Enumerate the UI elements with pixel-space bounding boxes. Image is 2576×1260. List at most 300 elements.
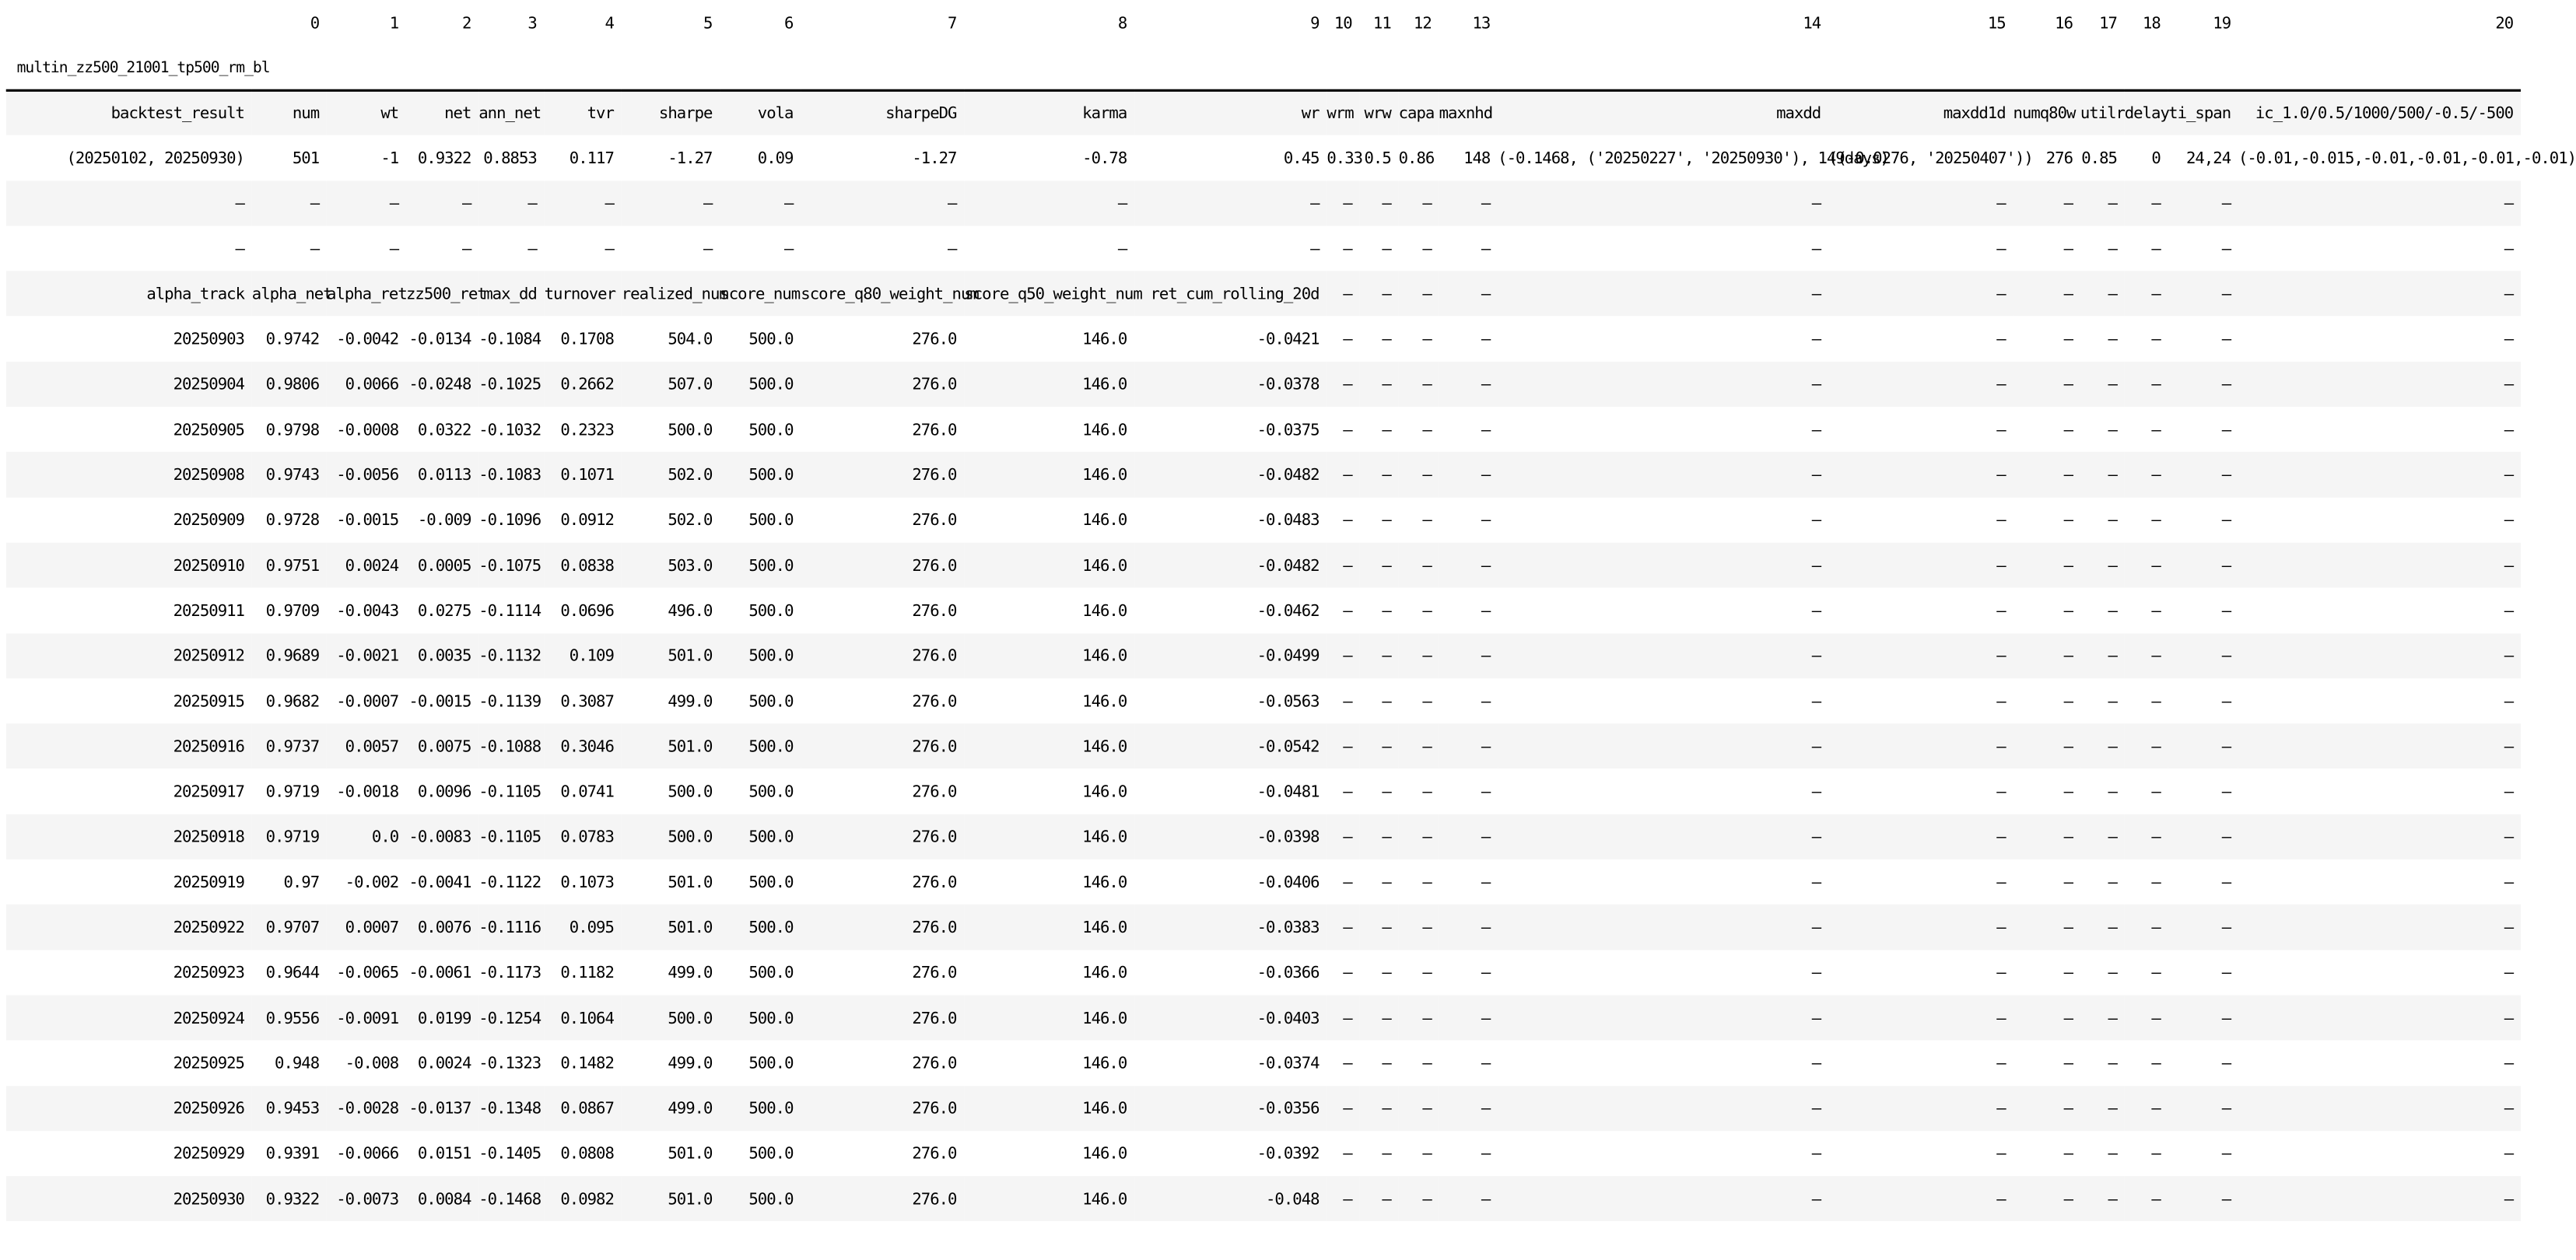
table-cell: 507.0 [668,375,713,394]
table-cell: — [703,194,713,213]
table-cell: — [1343,782,1352,801]
table-cell: — [1343,555,1352,575]
table-cell: — [1382,782,1391,801]
table-cell: — [1811,239,1821,258]
table-cell: — [310,194,320,213]
table-cell: numq80w [2013,103,2076,123]
column-number-header: 12 [1413,13,1432,33]
row-index-cell: 20250924 [173,1008,244,1027]
table-cell: 146.0 [1082,782,1127,801]
table-cell: 0.0084 [417,1189,471,1209]
table-cell: — [1343,1099,1352,1118]
table-cell: -0.1096 [478,510,541,530]
table-cell: 500.0 [748,420,794,439]
table-cell: — [1422,555,1432,575]
table-cell: 0.0912 [560,510,614,530]
dataframe-table [6,0,2576,1221]
table-cell: — [1811,1099,1821,1118]
table-cell: 0.0783 [560,828,614,846]
table-cell: 146.0 [1082,691,1127,711]
table-cell: -0.1132 [478,646,541,665]
table-cell: 24,24 [2186,149,2231,167]
table-cell: -0.008 [345,1053,399,1073]
table-row [6,543,2521,588]
table-cell: 276.0 [912,601,957,620]
table-cell: -0.0137 [408,1099,471,1118]
table-cell: — [527,239,537,258]
table-cell: 499.0 [668,691,713,711]
table-cell: — [389,194,399,213]
table-cell: 0.0199 [417,1008,471,1027]
table-cell: 276.0 [912,963,957,982]
table-cell: — [1382,465,1391,485]
table-cell: — [1811,1008,1821,1027]
table-cell: — [2063,601,2073,620]
table-cell: -1.27 [668,149,713,167]
table-cell: 0.0151 [417,1144,471,1163]
table-cell: — [1422,782,1432,801]
table-row [6,271,2521,317]
table-cell: -0.0375 [1256,420,1320,439]
table-cell: — [1422,330,1432,348]
table-cell: — [1343,691,1352,711]
table-cell: — [2221,1099,2231,1118]
table-cell: 276.0 [912,873,957,891]
table-cell: -0.1468 [478,1189,541,1209]
table-cell: — [2151,465,2161,485]
table-cell: 500.0 [748,1053,794,1073]
table-cell: — [2108,601,2117,620]
table-cell: 500.0 [748,375,794,394]
table-cell: 148 [1463,149,1491,167]
row-index-cell: 20250926 [173,1099,244,1118]
row-index-cell: 20250915 [173,691,244,711]
table-cell: — [1481,737,1491,756]
table-row [6,180,2521,226]
table-cell: 0.0075 [417,737,471,756]
table-cell: — [2221,1008,2231,1027]
table-cell: — [2108,646,2117,665]
table-cell: — [1811,646,1821,665]
table-cell: 276.0 [912,375,957,394]
table-cell: — [1481,963,1491,982]
column-number-header: 14 [1803,13,1821,33]
table-cell: 500.0 [748,555,794,575]
table-cell: — [2063,1144,2073,1163]
table-cell: — [2221,691,2231,711]
table-cell: -1.27 [912,149,957,167]
table-cell: 0.9743 [265,465,320,485]
table-cell: — [2108,828,2117,846]
table-cell: — [2151,737,2161,756]
table-cell: — [2504,555,2514,575]
table-cell: 0.0076 [417,918,471,936]
table-cell: — [2151,194,2161,213]
table-cell: — [2151,918,2161,936]
table-cell: 0.86 [1398,149,1435,167]
table-cell: — [1481,1053,1491,1073]
column-number-header: 3 [527,13,537,33]
table-cell: — [2504,963,2514,982]
table-cell: — [2108,239,2117,258]
column-number-header: 20 [2495,13,2514,33]
table-cell: — [1996,239,2006,258]
table-cell: — [2504,1008,2514,1027]
table-cell: — [1382,420,1391,439]
table-cell: 146.0 [1082,420,1127,439]
table-cell: — [2063,420,2073,439]
table-cell: 0.5 [1364,149,1391,167]
table-cell: — [1422,1053,1432,1073]
table-cell: 276.0 [912,691,957,711]
table-cell: — [1343,1008,1352,1027]
table-cell: max_dd [483,284,537,303]
table-row [6,723,2521,768]
table-cell: — [1422,1099,1432,1118]
table-cell: — [1481,691,1491,711]
table-cell: — [2108,510,2117,530]
table-cell: 0.1708 [560,330,614,348]
table-cell: — [2108,737,2117,756]
table-cell: -0.0563 [1256,691,1320,711]
table-cell: -0.0356 [1256,1099,1320,1118]
table-cell: 500.0 [748,691,794,711]
table-cell: — [1811,1144,1821,1163]
table-cell: — [1811,918,1821,936]
table-cell: — [2151,828,2161,846]
row-index-cell: 20250916 [173,737,244,756]
table-cell: 0.9719 [265,782,320,801]
table-cell: 500.0 [748,510,794,530]
table-cell: 0.9644 [265,963,320,982]
table-cell: — [1996,691,2006,711]
table-cell: 0.0007 [345,918,399,936]
table-cell: — [1811,420,1821,439]
table-cell: — [2151,375,2161,394]
table-cell: -0.0007 [336,691,399,711]
table-cell: — [1996,555,2006,575]
table-cell: -0.78 [1082,149,1127,167]
table-cell: — [2504,1189,2514,1209]
table-cell: — [1811,330,1821,348]
row-index-cell: 20250903 [173,330,244,348]
table-cell: — [2108,1008,2117,1027]
table-cell: num [292,103,320,123]
table-cell: 500.0 [668,782,713,801]
table-cell: — [2504,375,2514,394]
table-cell: — [2063,1189,2073,1209]
table-cell: — [1422,1189,1432,1209]
table-cell: — [1343,375,1352,394]
table-cell: 0.0035 [417,646,471,665]
table-cell: -0.1254 [478,1008,541,1027]
table-cell: -0.0392 [1256,1144,1320,1163]
table-cell: -0.0366 [1256,963,1320,982]
table-cell: 276.0 [912,555,957,575]
table-cell: — [1996,420,2006,439]
table-cell: — [2504,465,2514,485]
table-cell: 276.0 [912,1008,957,1027]
table-cell: — [1382,284,1391,303]
table-cell: — [2063,194,2073,213]
row-index-cell: — [235,239,244,258]
table-cell: -0.0481 [1256,782,1320,801]
table-cell: — [1811,601,1821,620]
table-cell: — [1343,828,1352,846]
table-cell: 0.9453 [265,1099,320,1118]
table-cell: — [1481,330,1491,348]
table-cell: 0.0096 [417,782,471,801]
table-cell: 276.0 [912,737,957,756]
table-cell: 0.0275 [417,601,471,620]
row-index-cell: — [235,194,244,213]
table-cell: — [310,239,320,258]
table-cell: -0.1025 [478,375,541,394]
table-cell: ti_span [2168,103,2231,123]
table-cell: maxnhd [1439,103,1493,123]
row-index-cell: 20250910 [173,555,244,575]
table-cell: 0.8853 [483,149,537,167]
table-cell: (-0.1468, ('20250227', '20250930'), 149days) [1498,149,1889,167]
row-index-cell: 20250909 [173,510,244,530]
table-cell: — [2504,1099,2514,1118]
table-cell: — [2504,1053,2514,1073]
table-cell: — [2221,963,2231,982]
table-cell: — [1117,239,1127,258]
table-cell: — [2063,510,2073,530]
table-cell: — [2063,284,2073,303]
table-cell: 496.0 [668,601,713,620]
table-cell: — [2151,1189,2161,1209]
table-cell: 0.3087 [560,691,614,711]
table-cell: — [1811,375,1821,394]
table-cell: — [2151,873,2161,891]
table-cell: 146.0 [1082,646,1127,665]
table-cell: — [461,239,471,258]
table-cell: 0.45 [1283,149,1320,167]
table-cell: — [1382,555,1391,575]
column-number-header: 1 [389,13,399,33]
table-cell: — [948,239,957,258]
table-cell: 276 [2045,149,2073,167]
table-cell: -0.0482 [1256,555,1320,575]
table-cell: — [2504,420,2514,439]
table-cell: 276.0 [912,1099,957,1118]
table-cell: 0.0 [371,828,399,846]
table-cell: ret_cum_rolling_20d [1150,284,1320,303]
index-name-row [6,46,2521,90]
table-cell: tvr [587,103,614,123]
table-cell: 0.9322 [265,1189,320,1209]
table-cell: — [1422,510,1432,530]
column-number-header: 16 [2055,13,2073,33]
table-cell: 0.9707 [265,918,320,936]
table-cell: — [2221,873,2231,891]
row-index-cell: 20250919 [173,873,244,891]
table-cell: -0.0383 [1256,918,1320,936]
table-cell: — [2063,1099,2073,1118]
table-cell: -0.0374 [1256,1053,1320,1073]
table-cell: 0.0113 [417,465,471,485]
table-cell: sharpe [658,103,713,123]
row-index-cell: 20250905 [173,420,244,439]
table-cell: 146.0 [1082,828,1127,846]
table-cell: — [2108,330,2117,348]
table-cell: 146.0 [1082,1189,1127,1209]
table-cell: — [2221,918,2231,936]
table-cell: — [1422,420,1432,439]
table-cell: maxdd1d [1943,103,2006,123]
column-number-header-row [6,0,2521,46]
table-cell: — [1996,1053,2006,1073]
table-cell: — [2221,239,2231,258]
table-cell: -0.0482 [1256,465,1320,485]
table-cell: — [2151,1144,2161,1163]
table-cell: — [1382,918,1391,936]
table-cell: -0.0066 [336,1144,399,1163]
table-cell: — [1343,646,1352,665]
table-cell: — [1422,375,1432,394]
table-cell: — [1481,782,1491,801]
table-cell: — [2063,1053,2073,1073]
table-cell: — [784,194,794,213]
table-cell: — [2221,330,2231,348]
table-cell: — [2063,330,2073,348]
table-cell: ic_1.0/0.5/1000/500/-0.5/-500 [2255,103,2514,123]
table-cell: — [1343,284,1352,303]
table-cell: — [1996,375,2006,394]
table-cell: net [444,103,471,123]
table-cell: -0.0542 [1256,737,1320,756]
table-cell: — [1382,1144,1391,1163]
table-cell: — [1343,737,1352,756]
table-cell: — [461,194,471,213]
table-cell: — [1481,194,1491,213]
table-cell: -0.1114 [478,601,541,620]
table-cell: 276.0 [912,782,957,801]
table-cell: -0.0043 [336,601,399,620]
table-cell: realized_num [621,284,728,303]
table-cell: — [2504,284,2514,303]
table-cell: — [2221,1144,2231,1163]
table-cell: — [1422,963,1432,982]
table-cell: -0.1116 [478,918,541,936]
table-cell: 276.0 [912,1144,957,1163]
table-cell: — [1422,194,1432,213]
table-row [6,995,2521,1040]
table-row [6,1086,2521,1131]
table-cell: — [2504,691,2514,711]
table-cell: 500.0 [748,601,794,620]
table-cell: — [1811,1189,1821,1209]
table-cell: — [2504,873,2514,891]
table-row [6,407,2521,452]
table-cell: 0.109 [569,646,614,665]
table-cell: — [1996,782,2006,801]
table-cell: 0.117 [569,149,614,167]
table-cell: 146.0 [1082,873,1127,891]
table-cell: — [2151,1008,2161,1027]
column-number-header: 19 [2213,13,2231,33]
table-cell: -0.1122 [478,873,541,891]
table-cell: — [1996,1008,2006,1027]
table-cell: — [2063,828,2073,846]
table-cell: — [2504,194,2514,213]
table-cell: — [2108,1053,2117,1073]
table-cell: — [2221,782,2231,801]
table-cell: — [1422,691,1432,711]
table-cell: -0.0083 [408,828,471,846]
table-cell: — [2063,737,2073,756]
table-cell: — [2151,601,2161,620]
table-cell: -0.0421 [1256,330,1320,348]
table-cell: — [2221,510,2231,530]
table-row [6,1176,2521,1221]
table-cell: -0.0015 [336,510,399,530]
table-cell: — [605,194,614,213]
table-cell: — [2108,465,2117,485]
table-cell: — [2108,555,2117,575]
table-cell: maxdd [1776,103,1821,123]
table-cell: — [1422,828,1432,846]
table-cell: utilr [2080,103,2125,123]
row-index-cell: 20250917 [173,782,244,801]
table-row [6,859,2521,905]
table-cell: 500.0 [748,873,794,891]
table-row [6,317,2521,362]
table-cell: — [2108,963,2117,982]
row-index-cell: 20250904 [173,375,244,394]
table-cell: wrw [1364,103,1391,123]
table-cell: — [1481,828,1491,846]
table-cell: 500.0 [748,465,794,485]
table-cell: — [1996,330,2006,348]
table-cell: — [2504,782,2514,801]
table-cell: 0.9806 [265,375,320,394]
table-cell: 501.0 [668,1144,713,1163]
table-cell: 276.0 [912,828,957,846]
table-cell: 0.9742 [265,330,320,348]
table-cell: -0.0041 [408,873,471,891]
table-cell: 0.9728 [265,510,320,530]
table-cell: — [2504,239,2514,258]
table-cell: -0.1405 [478,1144,541,1163]
row-index-cell: alpha_track [146,284,244,303]
table-cell: 0.9798 [265,420,320,439]
table-cell: -0.1348 [478,1099,541,1118]
table-cell: — [2108,420,2117,439]
table-cell: 500.0 [748,828,794,846]
table-cell: — [2504,646,2514,665]
table-cell: — [1481,1099,1491,1118]
table-cell: 276.0 [912,1053,957,1073]
table-cell: — [1481,555,1491,575]
column-number-header: 13 [1472,13,1491,33]
table-cell: 500.0 [748,1144,794,1163]
table-cell: alpha_net [251,284,332,303]
table-cell: — [1343,601,1352,620]
table-cell: — [2063,691,2073,711]
table-cell: 0.0057 [345,737,399,756]
table-cell: — [1382,239,1391,258]
table-cell: — [1382,1099,1391,1118]
table-cell: — [1481,601,1491,620]
table-cell: — [2151,330,2161,348]
table-cell: — [1382,828,1391,846]
table-cell: 276.0 [912,510,957,530]
table-cell: 146.0 [1082,510,1127,530]
table-cell: — [1382,873,1391,891]
